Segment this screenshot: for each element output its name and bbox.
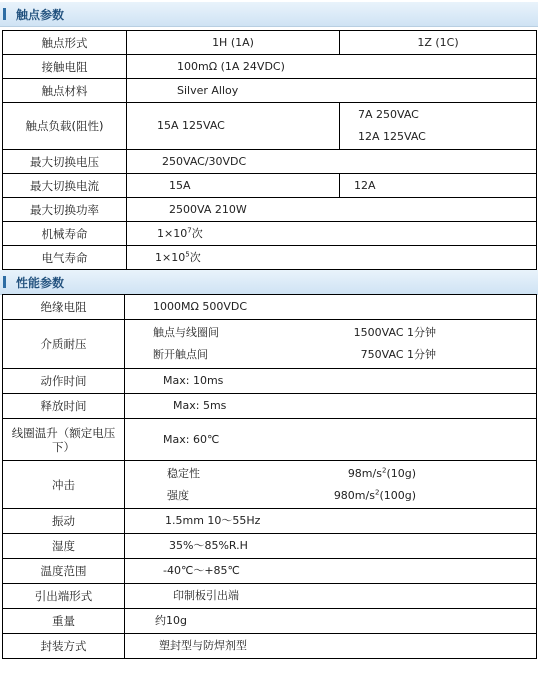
row-label: 冲击 <box>3 461 125 509</box>
table-row <box>3 295 537 320</box>
value-base: 98m/s <box>347 466 382 480</box>
cell-value <box>127 246 537 270</box>
cell-value: 2500VA 210W <box>127 198 537 222</box>
value-exponent: 5 <box>185 249 190 258</box>
row-label: 接触电阻 <box>3 55 127 79</box>
contact-params-table <box>2 30 537 270</box>
value-base: 1×10 <box>157 226 188 240</box>
value-exponent: 2 <box>381 465 387 474</box>
sub-value: 750VAC 1分钟 <box>360 348 436 361</box>
table-row <box>3 584 537 609</box>
row-label: 绝缘电阻 <box>3 295 125 320</box>
cell-value: Max: 60℃ <box>125 419 537 461</box>
table-row <box>3 55 537 79</box>
cell-value: -40℃～+85℃ <box>125 559 537 584</box>
cell-value <box>127 222 537 246</box>
table-row <box>3 79 537 103</box>
section-marker <box>3 276 6 288</box>
row-label: 最大切换电流 <box>3 174 127 198</box>
row-label: 线圈温升（额定电压下） <box>3 419 125 461</box>
sub-value: 1500VAC 1分钟 <box>353 326 436 339</box>
table-row <box>3 222 537 246</box>
cell-value: 塑封型与防焊剂型 <box>125 634 537 659</box>
sub-value <box>348 463 416 485</box>
row-label: 动作时间 <box>3 369 125 394</box>
table-row <box>3 246 537 270</box>
section-header-contact <box>0 2 538 27</box>
table-row <box>3 394 537 419</box>
row-label: 湿度 <box>3 534 125 559</box>
row-label: 机械寿命 <box>3 222 127 246</box>
section-title: 触点参数 <box>16 8 65 22</box>
cell-line: 7A 250VAC <box>358 108 419 121</box>
row-label: 温度范围 <box>3 559 125 584</box>
cell-value <box>125 461 537 509</box>
cell-line: 12A 125VAC <box>358 130 426 143</box>
table-row <box>3 609 537 634</box>
table-row <box>3 103 537 150</box>
row-label: 重量 <box>3 609 125 634</box>
sub-row <box>167 485 416 507</box>
sub-name: 稳定性 <box>167 466 200 480</box>
table-row <box>3 559 537 584</box>
row-label: 释放时间 <box>3 394 125 419</box>
cell-1h: 15A 125VAC <box>127 103 340 150</box>
row-label: 最大切换电压 <box>3 150 127 174</box>
cell-1z <box>340 103 537 150</box>
table-row <box>3 634 537 659</box>
sub-name: 触点与线圈间 <box>153 326 219 339</box>
table-row <box>3 509 537 534</box>
cell-value: 约10g <box>125 609 537 634</box>
table-row <box>3 174 537 198</box>
value-post: (10g) <box>386 466 416 480</box>
cell-1z: 12A <box>340 174 537 198</box>
section-title: 性能参数 <box>16 276 65 290</box>
cell-value: 35%～85%R.H <box>125 534 537 559</box>
section-marker <box>3 8 6 20</box>
table-row <box>3 369 537 394</box>
value-post: (100g) <box>379 488 416 502</box>
row-label: 引出端形式 <box>3 584 125 609</box>
cell-value: Silver Alloy <box>127 79 537 103</box>
table-row <box>3 198 537 222</box>
sub-name: 强度 <box>167 488 189 502</box>
table-row <box>3 31 537 55</box>
value-base: 980m/s <box>333 488 375 502</box>
table-row <box>3 150 537 174</box>
row-label: 介质耐压 <box>3 320 125 369</box>
value-exponent: 7 <box>187 225 192 234</box>
row-label: 触点材料 <box>3 79 127 103</box>
cell-1z: 1Z (1C) <box>340 31 537 55</box>
cell-value <box>125 320 537 369</box>
row-label: 触点负载(阻性) <box>3 103 127 150</box>
row-label: 最大切换功率 <box>3 198 127 222</box>
table-row <box>3 461 537 509</box>
cell-value: 1000MΩ 500VDC <box>125 295 537 320</box>
performance-params-table <box>2 294 537 659</box>
sub-name: 断开触点间 <box>153 348 208 361</box>
cell-value: 100mΩ (1A 24VDC) <box>127 55 537 79</box>
cell-value: 250VAC/30VDC <box>127 150 537 174</box>
value-exponent: 2 <box>374 487 380 496</box>
sub-row <box>167 463 416 485</box>
row-label: 电气寿命 <box>3 246 127 270</box>
value-base: 1×10 <box>155 250 186 264</box>
sub-row <box>153 322 436 344</box>
cell-value: Max: 5ms <box>125 394 537 419</box>
section-header-performance <box>0 270 538 295</box>
table-row <box>3 419 537 461</box>
cell-1h: 1H (1A) <box>127 31 340 55</box>
cell-value: 印制板引出端 <box>125 584 537 609</box>
value-unit: 次 <box>189 250 201 264</box>
table-row <box>3 534 537 559</box>
row-label: 触点形式 <box>3 31 127 55</box>
row-label: 振动 <box>3 509 125 534</box>
sub-row <box>153 344 436 366</box>
cell-value: 1.5mm 10～55Hz <box>125 509 537 534</box>
table-row <box>3 320 537 369</box>
sub-value <box>334 485 416 507</box>
value-unit: 次 <box>191 226 203 240</box>
cell-value: Max: 10ms <box>125 369 537 394</box>
cell-1h: 15A <box>127 174 340 198</box>
row-label: 封装方式 <box>3 634 125 659</box>
